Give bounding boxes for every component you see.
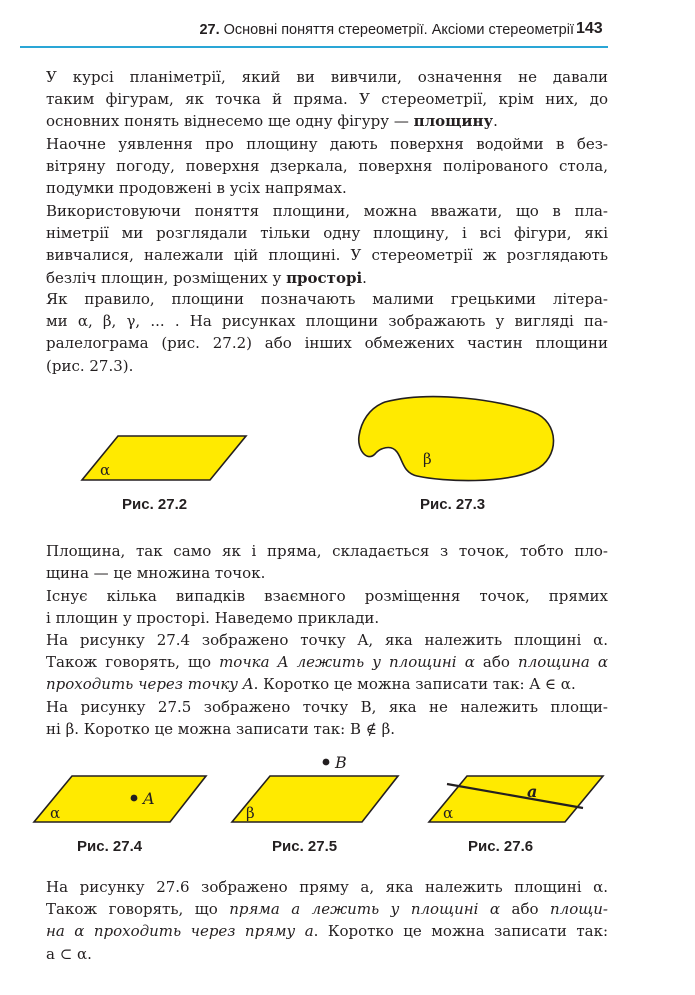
plane-parallelogram	[232, 776, 398, 822]
paragraph-8	[46, 696, 608, 740]
page-header	[0, 0, 695, 60]
term-space: просторі	[286, 268, 363, 287]
text-line: ми α, β, γ, ... . На рисунках площини зображають у вигляді па-	[46, 312, 608, 331]
text-line: на α проходить через пряму a. Коротко це можна записати так:	[46, 922, 608, 941]
text-line: Також говорять, що пряма a лежить у площині α або площи-	[46, 900, 608, 919]
text-line: Площина, так само як і пряма, складається з точок, тобто пло-	[46, 542, 608, 560]
text-line: таким фігурам, як точка й пряма. У стереометрії, крім них, до	[46, 90, 608, 109]
text-line: подумки продовжені в усіх напрямах.	[46, 179, 347, 198]
line-label: a	[527, 782, 538, 801]
plane-label: β	[423, 450, 432, 468]
point-b	[323, 759, 330, 766]
figure-27-5	[220, 750, 420, 830]
header-rule	[20, 46, 608, 48]
paragraph-1	[46, 66, 608, 133]
plane-label: β	[246, 804, 255, 822]
paragraph-7	[46, 629, 608, 696]
chapter-title: Основні поняття стереометрії. Аксіоми стереометрії	[223, 22, 574, 38]
point-label: B	[335, 753, 347, 772]
text-line: і площин у просторі. Наведемо приклади.	[46, 609, 380, 628]
paragraph-5	[46, 540, 608, 584]
plane-label: α	[100, 461, 111, 479]
point-label: A	[143, 789, 155, 808]
paragraph-4	[46, 288, 608, 377]
text-line: На рисунку 27.4 зображено точку A, яка належить площині α.	[46, 631, 608, 649]
text-line: Використовуючи поняття площини, можна вважати, що в пла-	[46, 202, 608, 220]
figure-27-2	[70, 430, 260, 485]
text-line: безліч площин, розміщених у просторі.	[46, 268, 367, 287]
figure-27-3	[355, 398, 565, 488]
text-line: Існує кілька випадків взаємного розміщення точок, прямих	[46, 587, 608, 605]
figure-caption: Рис. 27.4	[77, 838, 143, 855]
plane-label: α	[443, 804, 454, 822]
figure-caption: Рис. 27.2	[122, 496, 188, 513]
text-line: Також говорять, що точка A лежить у площині α або площина α	[46, 653, 608, 672]
text-line: основних понять віднесемо ще одну фігуру — площину.	[46, 112, 498, 131]
text-line: На рисунку 27.5 зображено точку B, яка не належить площи-	[46, 698, 608, 716]
text-line: вивчалися, належали цій площині. У стереометрії ж розглядають	[46, 246, 608, 265]
text-line: ні β. Коротко це можна записати так: B ∉ β.	[46, 720, 396, 739]
paragraph-2	[46, 133, 608, 200]
page-number: 143	[576, 20, 603, 37]
plane-label: α	[50, 804, 61, 822]
text-line: німетрії ми розглядали тільки одну площину, і всі фігури, які	[46, 224, 608, 243]
point-a	[131, 795, 138, 802]
figure-caption: Рис. 27.3	[420, 496, 486, 513]
figure-27-6	[415, 770, 615, 830]
paragraph-9	[46, 876, 608, 965]
text-line: вітряну погоду, поверхня дзеркала, поверхня полірованого стола,	[46, 157, 608, 176]
text-line: У курсі планіметрії, який ви вивчили, означення не давали	[46, 68, 608, 86]
term-plane: площину	[413, 112, 494, 131]
figure-27-4	[20, 770, 210, 830]
figure-caption: Рис. 27.6	[468, 838, 534, 855]
plane-parallelogram	[429, 776, 603, 822]
text-line: Наочне уявлення про площину дають поверхня водойми в без-	[46, 135, 608, 153]
figure-caption: Рис. 27.5	[272, 838, 338, 855]
text-line: ралелограма (рис. 27.2) або інших обмежених частин площини	[46, 334, 608, 353]
plane-blob	[359, 397, 554, 481]
text-line: Як правило, площини позначають малими грецькими літера-	[46, 290, 608, 308]
text-line: На рисунку 27.6 зображено пряму a, яка належить площині α.	[46, 878, 608, 896]
text-line: щина — це множина точок.	[46, 564, 266, 583]
text-line: a ⊂ α.	[46, 944, 92, 963]
chapter-number: 27.	[199, 22, 220, 38]
paragraph-6	[46, 585, 608, 629]
paragraph-3	[46, 200, 608, 289]
text-line: проходить через точку A. Коротко це можна записати так: A ∈ α.	[46, 675, 576, 694]
running-head	[104, 22, 574, 38]
text-line: (рис. 27.3).	[46, 356, 134, 375]
